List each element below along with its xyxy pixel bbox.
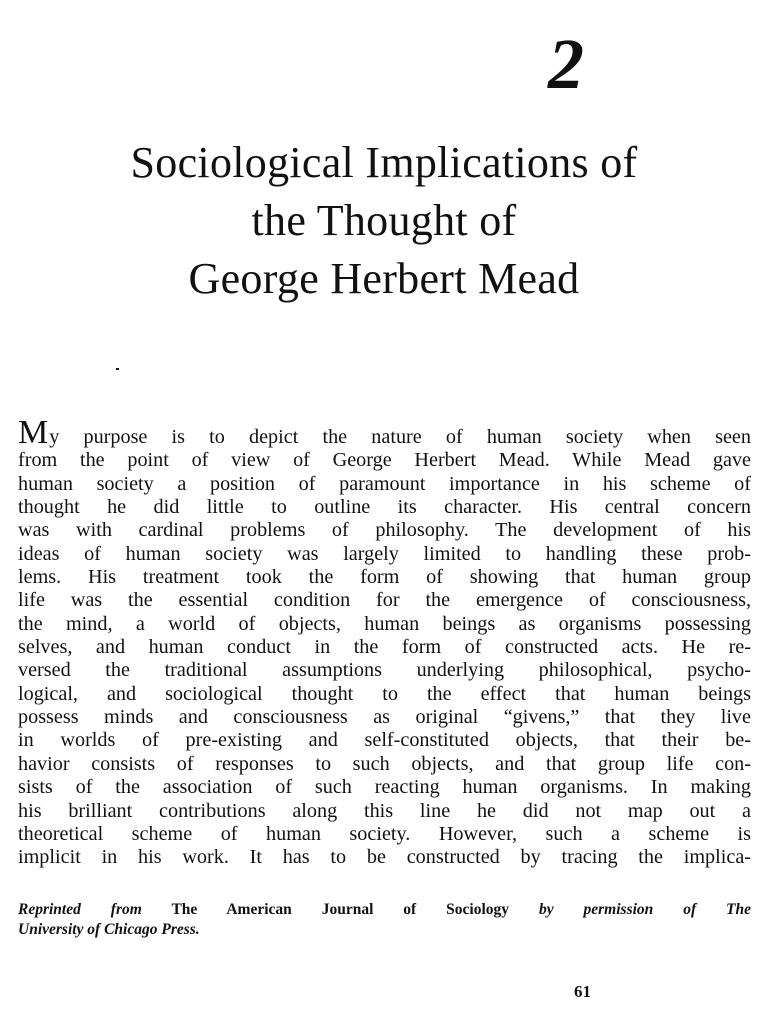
body-line: sists of the association of such reacting human organisms. In making (18, 776, 751, 799)
chapter-number: 2 (548, 24, 584, 104)
body-line: implicit in his work. It has to be constructed by tracing the implica- (18, 846, 751, 869)
body-line: selves, and human conduct in the form of constructed acts. He re- (18, 636, 751, 659)
reprint-footnote (18, 900, 751, 940)
page-number: 61 (574, 982, 591, 1001)
body-line: logical, and sociological thought to the effect that human beings (18, 682, 751, 705)
footnote-line (18, 900, 751, 920)
body-line: from the point of view of George Herbert Mead. While Mead gave (18, 449, 751, 472)
body-line: possess minds and consciousness as original “givens,” that they live (18, 706, 751, 729)
body-line: his brilliant contributions along this line he did not map out a (18, 799, 751, 822)
drop-cap: M (18, 414, 49, 451)
body-line: was with cardinal problems of philosophy. The development of his (18, 519, 751, 542)
footnote-journal: The American Journal of Sociology (171, 901, 510, 918)
chapter-title (0, 134, 768, 308)
body-line: theoretical scheme of human society. However, such a scheme is (18, 822, 751, 845)
body-line: versed the traditional assumptions underlying philosophical, psycho- (18, 659, 751, 682)
body-paragraph (18, 414, 751, 870)
footnote-reprinted-from: Reprinted from (18, 901, 142, 918)
footnote-publisher: University of Chicago Press. (18, 921, 200, 938)
body-line: human society a position of paramount importance in his scheme of (18, 472, 751, 495)
body-line: lems. His treatment took the form of showing that human group (18, 566, 751, 589)
chapter-title-line: George Herbert Mead (188, 254, 580, 303)
footnote-line (18, 920, 751, 940)
body-line: thought he did little to outline its character. His central concern (18, 496, 751, 519)
body-line: ideas of human society was largely limited to handling these prob- (18, 542, 751, 565)
body-line: the mind, a world of objects, human beings as organisms possessing (18, 612, 751, 635)
body-line: life was the essential condition for the emergence of consciousness, (18, 589, 751, 612)
body-line: in worlds of pre-existing and self-constituted objects, that their be- (18, 729, 751, 752)
chapter-title-line: Sociological Implications of (130, 138, 638, 187)
chapter-title-line: the Thought of (251, 196, 517, 245)
body-line: havior consists of responses to such objects, and that group life con- (18, 752, 751, 775)
printing-speck (116, 368, 119, 370)
footnote-permission: by permission of The (538, 901, 752, 918)
first-line-text: y purpose is to depict the nature of human society when seen (49, 426, 751, 448)
body-line (18, 414, 751, 451)
